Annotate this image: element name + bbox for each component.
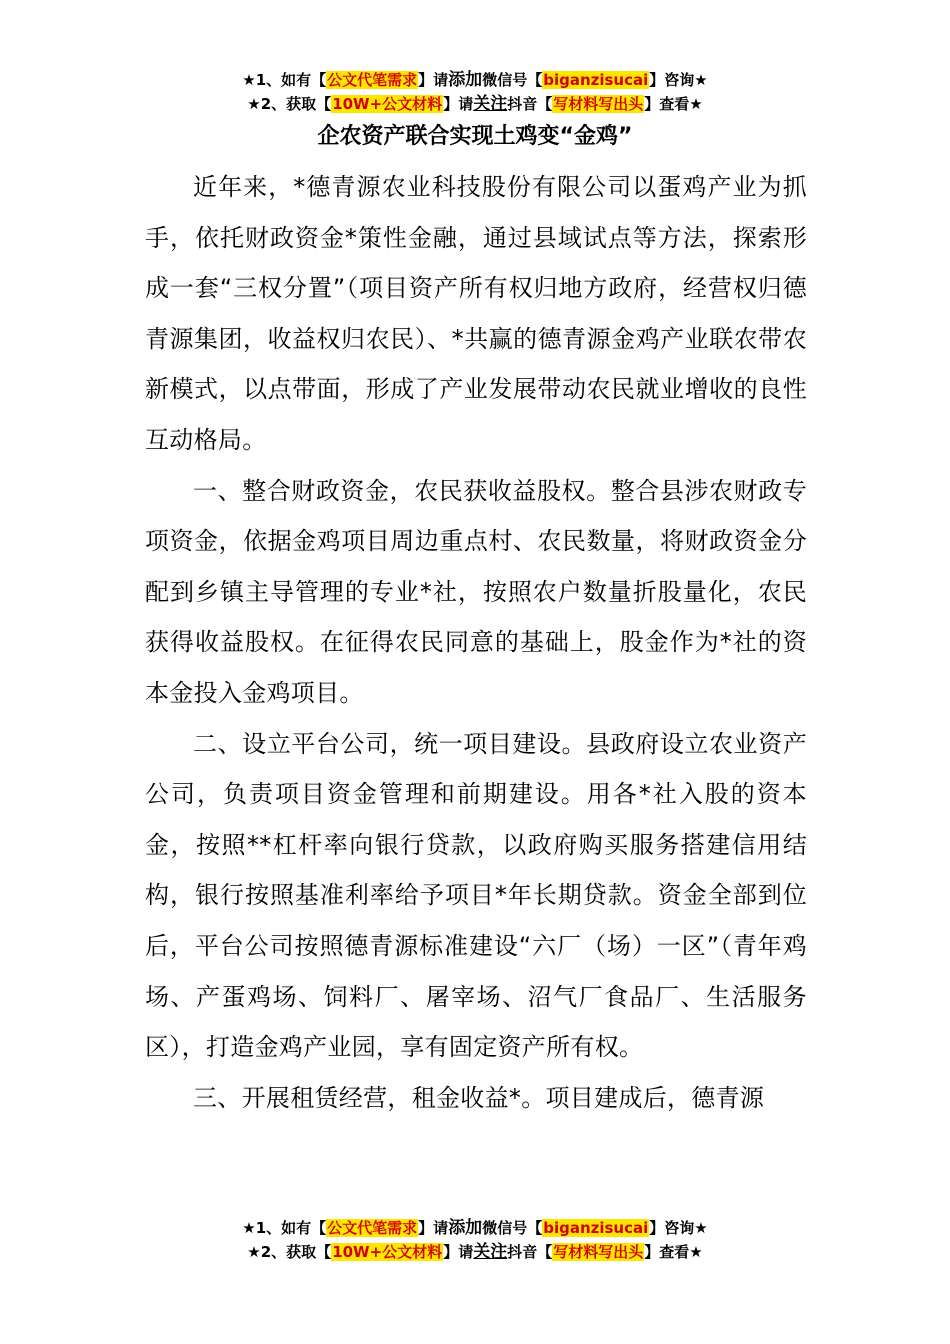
promo-text: ★1、如有【	[242, 1219, 327, 1237]
top-promo-banner	[0, 68, 950, 116]
promo-text: ★2、获取【	[247, 1243, 332, 1261]
promo-highlight: 公文代笔需求	[327, 1219, 418, 1237]
promo-text: 】请	[418, 71, 449, 89]
document-title: 企农资产联合实现土鸡变“金鸡”	[317, 124, 633, 149]
promo-text: 】咨询★	[649, 71, 708, 89]
document-body	[145, 162, 807, 1123]
promo-wechat-id: biganzisucai	[543, 71, 649, 89]
promo-emphasis: 关注	[473, 1242, 508, 1262]
bottom-promo-banner	[0, 1216, 950, 1264]
paragraph-section-1: 一、整合财政资金，农民获收益股权。整合县涉农财政专项资金，依据金鸡项目周边重点村、农民数量，将财政资金分配到乡镇主导管理的专业*社，按照农户数量折股量化，农民获得收益股权。在征得农民同意的基础上，股金作为*社的资本金投入金鸡项目。	[145, 476, 807, 707]
promo-highlight: 10W+公文材料	[332, 1243, 443, 1261]
promo-line-2	[0, 92, 950, 116]
promo-text: 抖音【	[507, 1243, 553, 1261]
promo-highlight: 写材料写出头	[553, 95, 644, 113]
promo-text: 】查看★	[644, 1243, 703, 1261]
promo-text: 抖音【	[507, 95, 553, 113]
promo-line-2	[0, 1240, 950, 1264]
promo-text: 微信号【	[482, 1219, 543, 1237]
promo-text: 】请	[443, 95, 474, 113]
promo-text: 】咨询★	[649, 1219, 708, 1237]
promo-text: ★1、如有【	[242, 71, 327, 89]
paragraph-section-3: 三、开展租赁经营，租金收益*。项目建成后，德青源	[193, 1083, 765, 1112]
promo-highlight: 10W+公文材料	[332, 95, 443, 113]
promo-highlight: 写材料写出头	[553, 1243, 644, 1261]
promo-text: 】查看★	[644, 95, 703, 113]
promo-text: ★2、获取【	[247, 95, 332, 113]
promo-emphasis: 添加	[448, 1218, 483, 1238]
promo-text: 】请	[418, 1219, 449, 1237]
promo-highlight: 公文代笔需求	[327, 71, 418, 89]
promo-line-1	[0, 68, 950, 92]
promo-line-1	[0, 1216, 950, 1240]
promo-text: 】请	[443, 1243, 474, 1261]
paragraph-section-2: 二、设立平台公司，统一项目建设。县政府设立农业资产公司，负责项目资金管理和前期建设。用各*社入股的资本金，按照**杠杆率向银行贷款，以政府购买服务搭建信用结构，银行按照基准利率给予项目*年长期贷款。资金全部到位后，平台公司按照德青源标准建设“六厂（场）一区”（青年鸡场、产蛋鸡场、饲料厂、屠宰场、沼气厂食品厂、生活服务区），打造金鸡产业园，享有固定资产所有权。	[145, 729, 807, 1062]
promo-emphasis: 添加	[448, 70, 483, 90]
promo-text: 微信号【	[482, 71, 543, 89]
promo-wechat-id: biganzisucai	[543, 1219, 649, 1237]
promo-emphasis: 关注	[473, 94, 508, 114]
paragraph-intro: 近年来，*德青源农业科技股份有限公司以蛋鸡产业为抓手，依托财政资金*策性金融，通过县域试点等方法，探索形成一套“三权分置”（项目资产所有权归地方政府，经营权归德青源集团，收益权归农民）、*共赢的德青源金鸡产业联农带农新模式，以点带面，形成了产业发展带动农民就业增收的良性互动格局。	[145, 173, 807, 454]
